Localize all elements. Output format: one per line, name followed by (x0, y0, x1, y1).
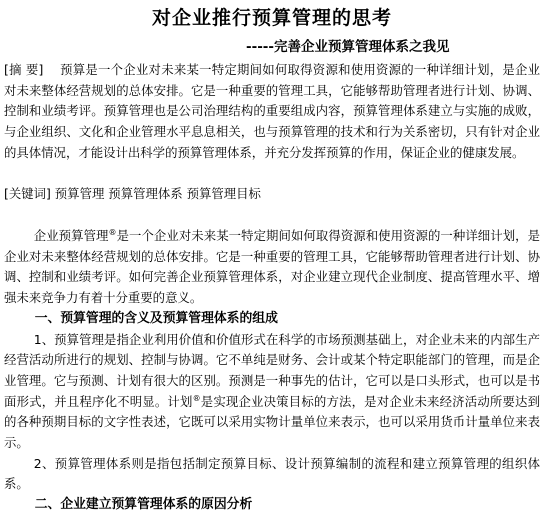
document-subtitle: -----完善企业预算管理体系之我见 (246, 39, 450, 55)
abstract-paragraph (4, 60, 540, 164)
keywords-label: [关键词] (4, 186, 51, 201)
paragraph-2: 2、预算管理体系则是指包括制定预算目标、设计预算编制的流程和建立预算管理的组织体系。 (4, 455, 540, 492)
paragraph-1-text-start: 1、预算管理是指企业利用价值和价值形式在科学的市场预测基础上，对企业未来的内部生产经营活动所进行的规划、控制与协调。它不单纯是财务、会计或某个特定职能部门的管理，而是企业管理。它与预测、计划有很大的区别。预测是一种事先的估计，它可以是口头形式，也可以是书面形式，并且程序化不明显。计划 (4, 331, 540, 409)
intro-paragraph (4, 226, 540, 309)
abstract-text: 预算是一个企业对未来某一特定期间如何取得资源和使用资源的一种详细计划，是企业对未来整体经营规划的总体安排。它是一种重要的管理工具，它能够帮助管理者进行计划、协调、控制和业绩考评。预算管理也是公司治理结构的重要组成内容，预算管理体系建立与实施的成败，与企业组织、文化和企业管理水平息息相关，也与预算管理的技术和行为关系密切，只有针对企业的具体情况，才能设计出科学的预算管理体系，并充分发挥预算的作用，保证企业的健康发展。 (4, 62, 540, 160)
intro-text-start: 企业预算管理 (33, 228, 109, 243)
intro-footnote-mark: ® (108, 227, 117, 237)
intro-text-end: 是一个企业对未来某一特定期间如何取得资源和使用资源的一种详细计划，是企业对未来整体经营规划的总体安排。它是一种重要的管理工具，它能够帮助管理者进行计划、协调、控制和业绩考评。如何完善企业预算管理体系，对企业建立现代企业制度、提高管理水平、增强未来竞争力有着十分重要的意义。 (4, 228, 541, 306)
section-heading-2: 二、企业建立预算管理体系的原因分析 (34, 497, 253, 513)
keywords-paragraph (4, 184, 540, 205)
body-section (4, 226, 540, 516)
paragraph-1-text-end: 是实现企业决策目标的方法，是对企业未来经济活动所要达到的各种预期目标的文字性表述，它既可以采用实物计量单位来表示，也可以采用货币计量单位来表示。 (4, 393, 541, 451)
document-title: 对企业推行预算管理的思考 (151, 7, 392, 29)
abstract-label: [摘 要] (4, 62, 44, 77)
keywords-section (4, 184, 540, 205)
keywords-text: 预算管理 预算管理体系 预算管理目标 (54, 186, 261, 201)
section-heading-1: 一、预算管理的含义及预算管理体系的组成 (34, 310, 278, 326)
paragraph-1-footnote-mark: ® (192, 393, 201, 403)
abstract-section (4, 60, 540, 164)
paragraph-1 (4, 330, 540, 454)
